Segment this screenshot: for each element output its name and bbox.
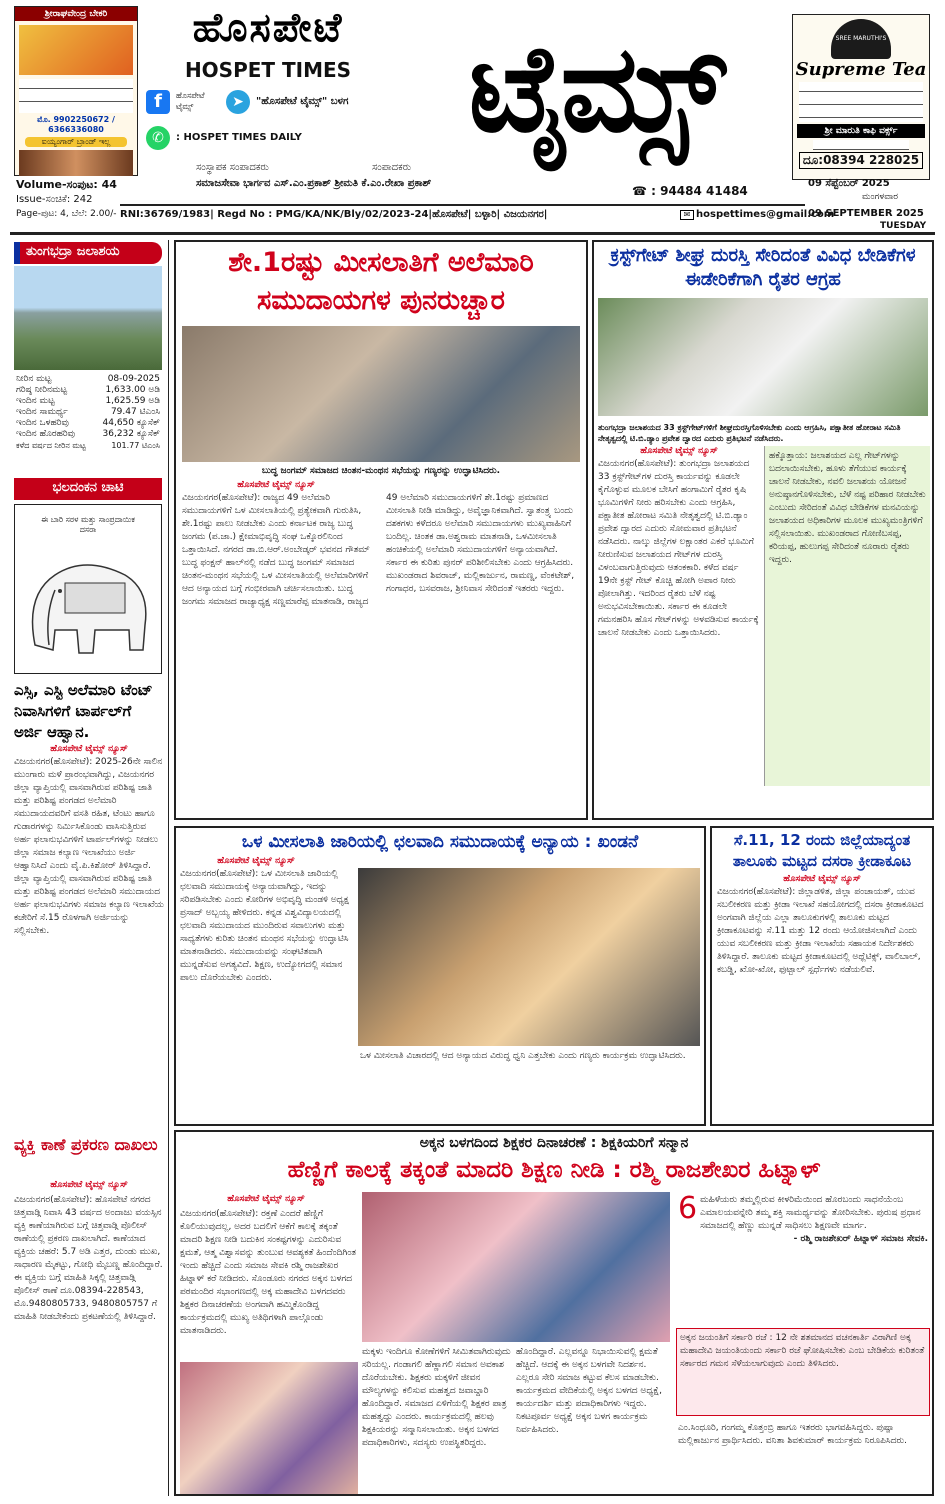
story5-lamp-photo (180, 1362, 358, 1494)
quote-mark-icon: 6 (678, 1192, 698, 1226)
ad-right-phone: ದೂ:08394 228025 (799, 152, 923, 169)
dam-row-label: ಕಳೆದ ವರ್ಷದ ನೀರಿನ ಮಟ್ಟ (16, 441, 86, 450)
story3-columns (176, 866, 704, 1110)
dam-row (14, 385, 162, 396)
story2-box (592, 240, 934, 820)
whatsapp-icon[interactable]: ✆ (146, 126, 170, 150)
story3-caption: ಒಳ ಮೀಸಲಾತಿ ವಿಚಾರದಲ್ಲಿ ಆದ ಅನ್ಯಾಯದ ವಿರುದ್ಧ ಧ್ವನಿ ಎತ್ತಬೇಕು ಎಂದು ಗಣ್ಯರು ಕಾರ್ಯಕ್ರಮ ಉದ್ಘಾಟಿಸಿದರು. (360, 1051, 686, 1061)
cartoon-elephant-drawing (15, 535, 161, 665)
story1-box (174, 240, 588, 820)
dam-heading (14, 242, 162, 264)
story5-kicker: ಅಕ್ಕನ ಬಳಗದಿಂದ ಶಿಕ್ಷಕರ ದಿನಾಚರಣೆ : ಶಿಕ್ಷಕಿಯರಿಗೆ ಸನ್ಮಾನ (419, 1135, 689, 1151)
story3-box (174, 826, 706, 1126)
masthead-name-kn-small: ಹೊಸಪೇಟೆ (192, 4, 344, 51)
story2-side-box: ಹಕ್ಕೊತ್ತಾಯ: ಜಲಾಶಯದ ಎಲ್ಲ ಗೇಟ್‌ಗಳನ್ನು ಬದಲಾಯಿಸಬೇಕು, ಹೂಳು ತೆಗೆಯುವ ಕಾರ್ಯಕ್ಕೆ ಚಾಲನೆ ನೀಡಬೇಕು, ನವಲಿ ಜಲಾಶಯ ಯೋಜನೆ ಅನುಷ್ಠಾನಗೊಳಿಸಬೇಕು, ಬೆಳೆ ನಷ್ಟ ಪರಿಹಾರ ನೀಡಬೇಕು ಎಂಬುದು ಸೇರಿದಂತೆ ವಿವಿಧ ಬೇಡಿಕೆಗಳ ಮನವಿಯನ್ನು ಜಲಾಶಯದ ಅಧಿಕಾರಿಗಳ ಮೂಲಕ ಮುಖ್ಯಮಂತ್ರಿಗಳಿಗೆ ಸಲ್ಲಿಸಲಾಯಿತು. ಮುಖಂಡರಾದ ಗೋಣಿಬಸಪ್ಪ, ಕರಿಯಪ್ಪ, ಹುಲುಗಪ್ಪ ಸೇರಿದಂತೆ ನೂರಾರು ರೈತರು ಇದ್ದರು. (764, 446, 930, 786)
email-address[interactable]: hospettimes@gmail.com (696, 209, 835, 220)
dam-row (14, 407, 162, 418)
story1-body: ವಿಜಯನಗರ(ಹೊಸಪೇಟೆ): ರಾಜ್ಯದ 49 ಅಲೆಮಾರಿ ಸಮುದಾಯಗಳಿಗೆ ಒಳ ಮೀಸಲಾತಿಯಲ್ಲಿ ಪ್ರತ್ಯೇಕವಾಗಿ ಗುರುತಿಸಿ, ಶೇ.1ರಷ್ಟು ಪಾಲು ನೀಡಬೇಕು ಎಂದು ಕರ್ನಾಟಕ ರಾಜ್ಯ ಬುದ್ಧ ಜಂಗಮ (ಪ.ಜಾ.) ಕ್ಷೇಮಾಭಿವೃದ್ಧಿ ಸಂಘ ಒಕ್ಕೊರಲಿನಿಂದ ಒತ್ತಾಯಿಸಿದೆ. ನಗರದ ಡಾ.ಬಿ.ಆರ್.ಅಂಬೇಡ್ಕರ್ ಭವನದ ಗೌತಮ್ ಬುದ್ಧ ಫಂಕ್ಷನ್ ಹಾಲ್‌ನಲ್ಲಿ ನಡೆದ ಬುದ್ಧ ಜಂಗಮ್ ಸಮಾಜದ ಚಿಂತನ-ಮಂಥನ ಸಭೆಯಲ್ಲಿ ಒಳ ಮೀಸಲಾತಿಯಲ್ಲಿ ಅಲೆಮಾರಿಗಳಿಗೆ ಆದ ಅನ್ಯಾಯದ ಬಗ್ಗೆ ಗಂಭೀರವಾಗಿ ಚರ್ಚಿಸಲಾಯಿತು. ಬುದ್ಧ ಜಂಗಮ ಸಮಾಜದ ರಾಜ್ಯಾಧ್ಯಕ್ಷ ಸಣ್ಣಮಾರೆಪ್ಪ ಮಾತನಾಡಿ, ರಾಜ್ಯದ 49 ಅಲೆಮಾರಿ ಸಮುದಾಯಗಳಿಗೆ ಶೇ.1ರಷ್ಟು ಪ್ರಮಾಣದ ಮೀಸಲಾತಿ ನೀಡಿ ಮಾಡಿದ್ದು, ಅವೈಜ್ಞಾನಿಕವಾಗಿದೆ. ಸ್ವಾತಂತ್ರ್ಯ ಬಂದು ದಶಕಗಳು ಕಳೆದರೂ ಅಲೆಮಾರಿ ಸಮುದಾಯಗಳು ಮುಖ್ಯವಾಹಿನಿಗೆ ಬಂದಿಲ್ಲ. ಚಿಂತಕ ಡಾ.ಅಶ್ವರಾಮ ಮಾತನಾಡಿ, ಒಳಮೀಸಲಾತಿ ಹಂಚಿಕೆಯಲ್ಲಿ ಅಲೆಮಾರಿ ಸಮುದಾಯಗಳಿಗೆ ಅನ್ಯಾಯವಾಗಿದೆ. ಸರ್ಕಾರ ಈ ಕುರಿತು ಪುನರ್ ಪರಿಶೀಲಿಸಬೇಕು ಎಂದು ಆಗ್ರಹಿಸಿದರು. ಮುಖಂಡರಾದ ಶಿವರಾಜ್, ಮಲ್ಲಿಕಾರ್ಜುನ, ರಾಮಣ್ಣ, ವೆಂಕಟೇಶ್, ಗಂಗಾಧರ, ಬಸವರಾಜ, ಶ್ರೀನಿವಾಸ ಸೇರಿದಂತೆ ಇತರರು ಇದ್ದರು. (182, 493, 575, 607)
story3-body: ವಿಜಯನಗರ(ಹೊಸಪೇಟೆ): ಒಳ ಮೀಸಲಾತಿ ಜಾರಿಯಲ್ಲಿ ಛಲವಾದಿ ಸಮುದಾಯಕ್ಕೆ ಅನ್ಯಾಯವಾಗಿದ್ದು, ಇದನ್ನು ಸರಿಪಡಿಸಬೇಕು ಎಂದು ಕೋರಿಗಳ ಅಭಿವೃದ್ಧಿ ಮಂಡಳಿ ಅಧ್ಯಕ್ಷ ಪ್ರಸಾದ್ ಅಬ್ಬಯ್ಯ ಹೇಳಿದರು. ಕನ್ನಡ ವಿಶ್ವವಿದ್ಯಾಲಯದಲ್ಲಿ ಛಲವಾದಿ ಸಮುದಾಯದ ಮುಂದಿರುವ ಸವಾಲುಗಳು ಮತ್ತು ಸಾಧ್ಯತೆಗಳು ಕುರಿತು ಚಿಂತನ ಮಂಥನ ಸಭೆಯನ್ನು ಉದ್ಘಾಟಿಸಿ ಮಾತನಾಡಿದರು. ಸಮುದಾಯವನ್ನು ಸಂಘಟಿತವಾಗಿ ಮುನ್ನಡೆಸುವ ಅಗತ್ಯವಿದೆ. ಶಿಕ್ಷಣ, ಉದ್ಯೋಗದಲ್ಲಿ ಸಮಾನ ಪಾಲು ದೊರೆಯಬೇಕು ಎಂದರು. (180, 869, 349, 983)
story2-caption: ತುಂಗಭದ್ರಾ ಜಲಾಶಯದ 33 ಕ್ರಸ್ಟ್‌ಗೇಟ್‌ಗಳಿಗೆ ಶೀಘ್ರದುರಸ್ತಿಗೊಳಿಸಬೇಕು ಎಂದು ಆಗ್ರಹಿಸಿ, ಪಕ್ಷಾತೀತ ಹೋರಾಟ ಸಮಿತಿ ನೇತೃತ್ವದಲ್ಲಿ ಟಿ.ಬಿ.ಡ್ಯಾಂ ಪ್ರವೇಶ ದ್ವಾರದ ಎದುರು ಪ್ರತಿಭಟನೆ ನಡೆಸಿದರು. (598, 423, 901, 443)
founder-label: ಸಂಸ್ಥಾಪಕ ಸಂಪಾದಕರು (196, 162, 269, 173)
story4-body: ವಿಜಯನಗರ(ಹೊಸಪೇಟೆ): ಜಿಲ್ಲಾಡಳಿತ, ಜಿಲ್ಲಾ ಪಂಚಾಯತ್, ಯುವ ಸಬಲೀಕರಣ ಮತ್ತು ಕ್ರೀಡಾ ಇಲಾಖೆ ಸಹಯೋಗದಲ್ಲಿ ದಸರಾ ಕ್ರೀಡಾಕೂಟದ ಅಂಗವಾಗಿ ಜಿಲ್ಲೆಯ ಎಲ್ಲಾ ತಾಲೂಕುಗಳಲ್ಲಿ ತಾಲೂಕು ಮಟ್ಟದ ಕ್ರೀಡಾಕೂಟವನ್ನು ಸೆ.11 ಮತ್ತು 12 ರಂದು ಆಯೋಜಿಸಲಾಗಿದೆ ಎಂದು ಯುವ ಸಬಲೀಕರಣ ಮತ್ತು ಕ್ರೀಡಾ ಇಲಾಖೆಯ ಸಹಾಯಕ ನಿರ್ದೇಶಕರು ತಿಳಿಸಿದ್ದಾರೆ. ತಾಲೂಕು ಮಟ್ಟದ ಕ್ರೀಡಾಕೂಟದಲ್ಲಿ ಅಥ್ಲೆಟಿಕ್ಸ್, ವಾಲಿಬಾಲ್, ಕಬಡ್ಡಿ, ಖೋ-ಖೋ, ಫುಟ್ಬಾಲ್ ಸ್ಪರ್ಧೆಗಳು ನಡೆಯಲಿವೆ. (717, 887, 924, 975)
story5-quote-text: ಮಹಿಳೆಯರು ತಮ್ಮಲ್ಲಿರುವ ಕೀಳರಿಮೆಯಿಂದ ಹೊರಬಂದು ಸಾಧನೆಯೆಂಬ ಎಮಾಲಯವನ್ನೇರಿ ತಮ್ಮ ಶಕ್ತಿ ಸಾಮರ್ಥ್ಯವನ್ನು ತೋರಿಸಬೇಕು. ಪುರುಷ ಪ್ರಧಾನ ಸಮಾಜದಲ್ಲಿ ಹೆಣ್ಣು ಮುನ್ನಡೆ ಸಾಧಿಸಲು ಶಿಕ್ಷಣವೇ ಮಾರ್ಗ. (700, 1195, 921, 1231)
dam-row (14, 429, 162, 440)
story5-info-box: ಅಕ್ಕನ ಜಯಂತಿಗೆ ಸರ್ಕಾರಿ ರಜೆ : 12 ನೇ ಶತಮಾನದ ವಚನಕಾರ್ತಿ ವಿರಾಗಿಣಿ ಅಕ್ಕ ಮಹಾದೇವಿ ಜಯಂತಿಯಂದು ಸರ್ಕಾರಿ ರಜೆ ಘೋಷಿಸಬೇಕು ಎಂಬ ಬೇಡಿಕೆಯ ಕುರಿತಂತೆ ಸರ್ಕಾರದ ಗಮನ ಸೆಳೆಯಲಾಗುವುದು ಎಂದು ತಿಳಿಸಿದರು. (676, 1328, 930, 1416)
founder-names: ಸಮಾಜಸೇವಾ ಭಾರ್ಗವ ಎಸ್.ಎಂ.ಪ್ರಕಾಶ್ ಶ್ರೀಮತಿ ಕೆ.ಎಂ.ರೇಖಾ ಪ್ರಕಾಶ್ (196, 178, 432, 189)
sidebar-story1-byline: ಹೊಸಪೇಟೆ ಟೈಮ್ಸ್ ನ್ಯೂಸ್ (50, 744, 128, 754)
dam-photo (14, 266, 162, 370)
date-kn: 09 ಸೆಪ್ಟೆಂಬರ್ 2025 (808, 178, 890, 189)
story2-title[interactable]: ಕ್ರಸ್ಟ್‌ಗೇಟ್ ಶೀಘ್ರ ದುರಸ್ತಿ ಸೇರಿದಂತೆ ವಿವಿಧ ಬೇಡಿಕೆಗಳ ಈಡೇರಿಕೆಗಾಗಿ ರೈತರ ಆಗ್ರಹ (610, 245, 916, 290)
story1-title[interactable]: ಶೇ.1ರಷ್ಟು ಮೀಸಲಾತಿಗೆ ಅಲೆಮಾರಿ ಸಮುದಾಯಗಳ ಪುನರುಚ್ಚಾರ (228, 247, 534, 316)
story3-byline: ಹೊಸಪೇಟೆ ಟೈಮ್ಸ್ ನ್ಯೂಸ್ (217, 856, 295, 866)
sidebar-divider (168, 240, 169, 1496)
story2-columns (594, 446, 932, 786)
volume-info: Volume-ಸಂಪುಟ: 44 (16, 178, 117, 191)
story5-group-photo (362, 1192, 670, 1342)
telegram-label: "ಹೊಸಪೇಟೆ ಟೈಮ್ಸ್" ಬಳಗ (256, 96, 349, 107)
sidebar-story2-byline: ಹೊಸಪೇಟೆ ಟೈಮ್ಸ್ ನ್ಯೂಸ್ (50, 1180, 128, 1190)
telegram-icon[interactable]: ➤ (226, 90, 250, 114)
story1-byline: ಹೊಸಪೇಟೆ ಟೈಮ್ಸ್ ನ್ಯೂಸ್ (237, 480, 315, 490)
ad-right-product: Supreme Tea (795, 59, 927, 80)
whatsapp-label: : HOSPET TIMES DAILY (176, 132, 302, 143)
dam-table (14, 374, 162, 451)
dam-row-value: 1,625.59 ಅಡಿ (105, 396, 160, 406)
story3-media (356, 866, 702, 1110)
story5-byline: ಹೊಸಪೇಟೆ ಟೈಮ್ಸ್ ನ್ಯೂಸ್ (227, 1194, 305, 1204)
cartoon-heading-text: ಭಲದಂಕನ ಚಾಟಿ (52, 480, 124, 495)
dam-row (14, 396, 162, 407)
sidebar-story1-body: ವಿಜಯನಗರ(ಹೊಸಪೇಟೆ): 2025-26ನೇ ಸಾಲಿನ ಮುಂಗಾರು ಮಳೆ ಪ್ರಾರಂಭವಾಗಿದ್ದು, ವಿಜಯನಗರ ಜಿಲ್ಲಾ ವ್ಯಾಪ್ತಿಯಲ್ಲಿ ವಾಸವಾಗಿರುವ ಪರಿಶಿಷ್ಟ ಜಾತಿ ಮತ್ತು ಪರಿಶಿಷ್ಟ ಪಂಗಡದ ಅಲೆಮಾರಿ ಸಮುದಾಯದವರಿಗೆ ವಸತಿ ರಹಿತ, ಟೆಂಟು ಹಾಗೂ ಗುಡಾರಗಳನ್ನು ನಿರ್ಮಿಸಿಕೊಂಡು ವಾಸಿಸುತ್ತಿರುವ ಅರ್ಹ ಫಲಾನುಭವಿಗಳಿಗೆ ಟಾರ್ಪಲ್‌ಗಳನ್ನು ನೀಡಲು ಜಿಲ್ಲಾ ಸಮಾಜ ಕಲ್ಯಾಣ ಇಲಾಖೆಯು ಅರ್ಜಿ ಆಹ್ವಾನಿಸಿದೆ ಎಂದು ವೈ.ಪಿ.ಕಿಶೋರ್ ತಿಳಿಸಿದ್ದಾರೆ. ಜಿಲ್ಲಾ ವ್ಯಾಪ್ತಿಯಲ್ಲಿ ವಾಸವಾಗಿರುವ ಪರಿಶಿಷ್ಟ ಜಾತಿ ಮತ್ತು ಪರಿಶಿಷ್ಟ ಪಂಗಡದ ಅಲೆಮಾರಿ ಸಮುದಾಯದ ಅರ್ಹ ಫಲಾನುಭವಿಗಳು ಸಮಾಜ ಕಲ್ಯಾಣ ಇಲಾಖೆಯ ಕಚೇರಿಗೆ ಸೆ.15 ರೊಳಗಾಗಿ ಅರ್ಜಿಯನ್ನು ಸಲ್ಲಿಸಬೇಕು. (14, 757, 164, 936)
story2-byline: ಹೊಸಪೇಟೆ ಟೈಮ್ಸ್ ನ್ಯೂಸ್ (640, 446, 718, 456)
ad-right-text (799, 82, 923, 122)
ad-left-image (19, 25, 133, 75)
date-en: 09 SEPTEMBER 2025 (808, 208, 924, 219)
day-kn: ಮಂಗಳವಾರ (862, 192, 899, 202)
story4-byline: ಹೊಸಪೇಟೆ ಟೈಮ್ಸ್ ನ್ಯೂಸ್ (783, 874, 861, 884)
story5-body: ವಿಜಯನಗರ(ಹೊಸಪೇಟೆ): ರಕ್ತಣೆ ಎಂದರೆ ಹೆಣ್ಣಿಗೆ ಕೊಲಿಯುವುದಲ್ಲ, ಅದರ ಬದಲಿಗೆ ಆಕೆಗೆ ಕಾಲಕ್ಕೆ ತಕ್ಕಂತೆ ಮಾದರಿ ಶಿಕ್ಷಣ ನೀಡಿ ಬದುಕಿನ ಸಂಕಷ್ಟಗಳನ್ನು ಎದುರಿಸುವ ಕ್ಷಮತೆ, ಆತ್ಮ ವಿಶ್ವಾಸವನ್ನು ತುಂಬುವ ಆವಶ್ಯಕತೆ ಹಿಂದೆಂದಿಗಿಂತ ಇಂದು ಹೆಚ್ಚಿದೆ ಎಂದು ಸಮಾಜ ಸೇವಕಿ ರಶ್ಮಿ ರಾಜಶೇಖರ ಹಿಟ್ನಾಳ್ ಕರೆ ನೀಡಿದರು. ಸೊಂಡೂರು ನಗರದ ಅಕ್ಕನ ಬಳಗದ ಪಠಮಂದಿರ ಸಭಾಂಗಣದಲ್ಲಿ ಅಕ್ಕ ಮಹಾದೇವಿ ಬಳಗದವರು ಶಿಕ್ಷಕರ ದಿನಾಚರಣೆಯ ಅಂಗವಾಗಿ ಹಮ್ಮಿಕೊಂಡಿದ್ದ ಕಾರ್ಯಕ್ರಮದಲ್ಲಿ ಮುಖ್ಯ ಅತಿಥಿಗಳಾಗಿ ಪಾಲ್ಗೊಂಡು ಮಾತನಾಡಿದರು. (180, 1209, 357, 1336)
phone-number: ☎ : 94484 41484 (632, 184, 748, 198)
story1-photo (182, 326, 580, 462)
page-price-info: Page-ಪುಟ: 4, ಬೆಲೆ: 2.00/- (16, 209, 117, 219)
dam-row-value: 1,633.00 ಅಡಿ (105, 385, 160, 395)
ad-right-brand: SREE MARUTHI'S (831, 19, 891, 59)
ad-right-tea (792, 14, 930, 180)
sidebar-story2-body: ವಿಜಯನಗರ(ಹೊಸಪೇಟೆ): ಹೊಸಪೇಟೆ ನಗರದ ಚಿತ್ತವಾಡ್ಗಿ ನಿವಾಸಿ 43 ವರ್ಷದ ಅಂದಾಜು ವಯಸ್ಸಿನ ವ್ಯಕ್ತಿ ಕಾಣೆಯಾಗಿರುವ ಬಗ್ಗೆ ಚಿತ್ತವಾಡ್ಗಿ ಪೊಲೀಸ್ ಠಾಣೆಯಲ್ಲಿ ಪ್ರಕರಣ ದಾಖಲಾಗಿದೆ. ಕಾಣೆಯಾದ ವ್ಯಕ್ತಿಯ ಚಹರೆ: 5.7 ಅಡಿ ಎತ್ತರ, ದುಂಡು ಮುಖ, ಸಾಧಾರಣ ಮೈಕಟ್ಟು, ಗೋಧಿ ಮೈಬಣ್ಣ ಹೊಂದಿದ್ದಾರೆ. ಈ ವ್ಯಕ್ತಿಯ ಬಗ್ಗೆ ಮಾಹಿತಿ ಸಿಕ್ಕಲ್ಲಿ ಚಿತ್ತವಾಡ್ಗಿ ಪೊಲೀಸ್ ಠಾಣೆ ದೂ.08394-228543, ಮೊ.9480805733, 9480805757 ಗೆ ಮಾಹಿತಿ ನೀಡಬೇಕೆಂದು ಪ್ರಕಟಣೆಯಲ್ಲಿ ತಿಳಿಸಿದ್ದಾರೆ. (14, 1195, 163, 1322)
facebook-icon[interactable]: f (146, 90, 170, 114)
dam-row-label: ಇಂದಿನ ಒಳಹರಿವು (16, 418, 69, 428)
dam-row-label: ಇಂದಿನ ಸಾಮರ್ಥ್ಯ (16, 407, 68, 417)
story5-quote-author: - ರಶ್ಮಿ ರಾಜಶೇಖರ್ ಹಿಟ್ನಾಳ್ ಸಮಾಜ ಸೇವಕಿ. (793, 1234, 928, 1244)
masthead-name-kn-big: ಟೈಮ್ಸ್ (468, 18, 722, 159)
dam-row-value: 08-09-2025 (107, 374, 160, 384)
story1-caption: ಬುದ್ಧ ಜಂಗಮ್ ಸಮಾಜದ ಚಿಂತನ-ಮಂಥನ ಸಭೆಯನ್ನು ಗಣ್ಯರನ್ನು ಉದ್ಘಾಟಿಸಿದರು. (261, 466, 501, 476)
story2-body: ವಿಜಯನಗರ(ಹೊಸಪೇಟೆ): ತುಂಗಭದ್ರಾ ಜಲಾಶಯದ 33 ಕ್ರಸ್ಟ್‌ಗೇಟ್‌ಗಳ ದುರಸ್ತಿ ಕಾರ್ಯವನ್ನು ಕೂಡಲೇ ಕೈಗೊಳ್ಳುವ ಮೂಲಕ ಬೇಸಿಗೆ ಹಂಗಾಮಿಗೆ ರೈತರ ಕೃಷಿ ಭೂಮಿಗಳಿಗೆ ನೀರು ಹರಿಸಬೇಕು ಎಂದು ಆಗ್ರಹಿಸಿ, ಪಕ್ಷಾತೀತ ಹೋರಾಟ ಸಮಿತಿ ನೇತೃತ್ವದಲ್ಲಿ ಟಿ.ಬಿ.ಡ್ಯಾಂ ಪ್ರವೇಶ ದ್ವಾರದ ಎದುರು ಸೋಮವಾರ ಪ್ರತಿಭಟನೆ ನಡೆಸಿದರು. ನಾಲ್ಕು ಜಿಲ್ಲೆಗಳ ಲಕ್ಷಾಂತರ ಎಕರೆ ಭೂಮಿಗೆ ನೀರುಣಿಸುವ ಜಲಾಶಯದ ಗೇಟ್‌ಗಳ ದುರಸ್ತಿ ವಿಳಂಬವಾಗುತ್ತಿರುವುದು ಆತಂಕಕಾರಿ. ಕಳೆದ ವರ್ಷ 19ನೇ ಕ್ರಸ್ಟ್ ಗೇಟ್ ಕೊಚ್ಚಿ ಹೋಗಿ ಅಪಾರ ನೀರು ಪೋಲಾಗಿತ್ತು. ಇದರಿಂದ ರೈತರು ಬೆಳೆ ನಷ್ಟ ಅನುಭವಿಸಬೇಕಾಯಿತು. ಸರ್ಕಾರ ಈ ಕೂಡಲೇ ಗಮನಹರಿಸಿ ಹೊಸ ಗೇಟ್‌ಗಳನ್ನು ಅಳವಡಿಸುವ ಕಾರ್ಯಕ್ಕೆ ಚಾಲನೆ ನೀಡಬೇಕು ಎಂದು ಒತ್ತಾಯಿಸಿದರು. (598, 459, 759, 638)
story5-title[interactable]: ಹೆಣ್ಣಿಗೆ ಕಾಲಕ್ಕೆ ತಕ್ಕಂತೆ ಮಾದರಿ ಶಿಕ್ಷಣ ನೀಡಿ : ರಶ್ಮಿ ರಾಜಶೇಖರ ಹಿಟ್ನಾಳ್ (287, 1157, 821, 1183)
cartoon-panel (14, 504, 162, 674)
email-icon: ✉ (680, 210, 694, 220)
story2-photo (598, 298, 928, 416)
dam-row-label: ಗರಿಷ್ಠ ನೀರಿನಮಟ್ಟ (16, 385, 68, 395)
cartoon-caption: ಈ ಬಾರಿ ಸರಳ ಮತ್ತು ಸಾಂಪ್ರದಾಯಿಕ ದಸರಾ (41, 515, 135, 534)
story5-body2: ಮಕ್ಕಳು ಇಂದಿಗೂ ಕೋಣೆಗಳಿಗೆ ಸೀಮಿತವಾಗಿರುವುದು ಸರಿಯಲ್ಲ. ಗಂಡಾಗಲಿ ಹೆಣ್ಣಾಗಲಿ ಸಮಾನ ಅವಕಾಶ ದೊರೆಯಬೇಕು. ಶಿಕ್ಷಕರು ಮಕ್ಕಳಿಗೆ ಜೀವನ ಮೌಲ್ಯಗಳನ್ನು ಕಲಿಸುವ ಮಹತ್ವದ ಜವಾಬ್ದಾರಿ ಹೊಂದಿದ್ದಾರೆ. ಸಮಾಜದ ಏಳಿಗೆಯಲ್ಲಿ ಶಿಕ್ಷಕರ ಪಾತ್ರ ಮಹತ್ವದ್ದು ಎಂದರು. ಕಾರ್ಯಕ್ರಮದಲ್ಲಿ ಹಲವು ಶಿಕ್ಷಕಿಯರನ್ನು ಸನ್ಮಾನಿಸಲಾಯಿತು. ಅಕ್ಕನ ಬಳಗದ ಪದಾಧಿಕಾರಿಗಳು, ಸದಸ್ಯರು ಉಪಸ್ಥಿತರಿದ್ದರು. (362, 1347, 511, 1448)
issue-info: Issue-ಸಂಚಿಕೆ: 242 (16, 194, 93, 205)
registration-line: RNI:36769/1983| Regd No : PMG/KA/NK/Bly/02/2023-24|ಹೊಸಪೇಟೆ| ಬಳ್ಳಾರಿ| ವಿಜಯನಗರ| (120, 209, 548, 220)
story5-quote (676, 1192, 930, 1324)
ad-left-bakery (14, 6, 138, 176)
story4-title[interactable]: ಸೆ.11, 12 ರಂದು ಜಿಲ್ಲೆಯಾದ್ಯಂತ ತಾಲೂಕು ಮಟ್ಟದ ದಸರಾ ಕ್ರೀಡಾಕೂಟ (732, 831, 912, 870)
day-en: TUESDAY (880, 221, 927, 231)
facebook-label: ಹೊಸಪೇಟೆ ಟೈಮ್ಸ್ (176, 91, 205, 111)
masthead-bottom-rule (10, 232, 935, 235)
ad-left-phone: ಮೊ. 9902250672 / 6366336080 (37, 115, 115, 134)
dam-row (14, 440, 162, 451)
dam-row-label: ನೀರಿನ ಮಟ್ಟ (16, 374, 52, 384)
ad-left-cakes (19, 150, 133, 176)
dam-heading-text: ತುಂಗಭದ್ರಾ ಜಲಾಶಯ (26, 244, 120, 259)
story3-photo (358, 868, 700, 1046)
sidebar-story2-title[interactable]: ವ್ಯಕ್ತಿ ಕಾಣೆ ಪ್ರಕರಣ ದಾಖಲು (14, 1135, 158, 1154)
dam-row-value: 79.47 ಟಿಎಂಸಿ (110, 407, 160, 417)
ad-right-shop: ಶ್ರೀ ಮಾರುತಿ ಕಾಫಿ ವರ್ಕ್ಸ್ (797, 124, 925, 138)
story5-body3: ಹೊಂದಿದ್ದಾರೆ. ಎಲ್ಲವನ್ನೂ ನಿಭಾಯಿಸುವಲ್ಲಿ ಕ್ಷಮತೆ ಹೆಚ್ಚಿದೆ. ಆದಕ್ಕೆ ಈ ಅಕ್ಕನ ಬಳಗವೇ ನಿದರ್ಶನ. ಎಲ್ಲರೂ ಸೇರಿ ಸಮಾಜ ಕಟ್ಟುವ ಕೆಲಸ ಮಾಡಬೇಕು. ಕಾರ್ಯಕ್ರಮದ ವೇದಿಕೆಯಲ್ಲಿ ಅಕ್ಕನ ಬಳಗದ ಅಧ್ಯಕ್ಷೆ, ಕಾರ್ಯದರ್ಶಿ ಮತ್ತು ಪದಾಧಿಕಾರಿಗಳು ಇದ್ದರು. ನಿಕಟಪೂರ್ವ ಅಧ್ಯಕ್ಷೆ ಅಕ್ಕನ ಬಳಗ ಕಾರ್ಯಕ್ರಮ ನಿರ್ವಹಿಸಿದರು. (516, 1347, 663, 1435)
ad-left-title: ಶ್ರೀರಾಘವೇಂದ್ರ ಬೇಕರಿ (15, 7, 137, 21)
dam-row-value: 36,232 ಕ್ಯೂಸೆಕ್ (102, 429, 160, 439)
masthead-name-en: HOSPET TIMES (184, 58, 352, 82)
dam-row-label: ಇಂದಿನ ಹೊರಹರಿವು (16, 429, 75, 439)
story4-box (710, 826, 934, 1126)
story3-title[interactable]: ಒಳ ಮೀಸಲಾತಿ ಜಾರಿಯಲ್ಲಿ ಛಲವಾದಿ ಸಮುದಾಯಕ್ಕೆ ಅನ್ಯಾಯ : ಖಂಡನೆ (241, 832, 639, 852)
masthead-rule (120, 204, 805, 206)
ad-right-address (813, 140, 909, 150)
dam-row (14, 374, 162, 385)
ad-left-text (19, 79, 133, 113)
dam-row (14, 418, 162, 429)
story2-main-column (594, 446, 764, 786)
editor-label: ಸಂಪಾದಕರು (372, 162, 412, 173)
story5-info-box2: ಎಂ.ಸಿಂಧೂರಿ, ಗಂಗಮ್ಮ ಕೊತ್ತಂಬ್ರಿ ಹಾಗೂ ಇತರರು ಭಾಗವಹಿಸಿದ್ದರು. ಪುಷ್ಪಾ ಮಲ್ಲಿಕಾರ್ಜುನ ಪ್ರಾರ್ಥಿಸಿದರು. ವನಿತಾ ಶಿವಕುಮಾರ್ ಕಾರ್ಯಕ್ರಮ ನಿರೂಪಿಸಿದರು. (678, 1423, 907, 1446)
dam-row-label: ಇಂದಿನ ಮಟ್ಟ (16, 396, 55, 406)
sidebar-story1-title[interactable]: ಎಸ್ಸಿ, ಎಸ್ಟಿ ಅಲೆಮಾರಿ ಟೆಂಟ್ ನಿವಾಸಿಗಳಿಗೆ ಟಾರ್ಪಲ್‌ಗೆ ಅರ್ಜಿ ಆಹ್ವಾನ. (14, 681, 153, 741)
ad-left-tag: ಐಯ್ಯಂಗಾರ್ ಬ್ರಾಂಡ್ ಇಲ್ಲ (25, 137, 127, 147)
dam-row-value: 44,650 ಕ್ಯೂಸೆಕ್ (102, 418, 160, 428)
dam-row-value: 101.77 ಟಿಎಂಸಿ (111, 441, 160, 450)
cartoon-heading (14, 478, 162, 500)
